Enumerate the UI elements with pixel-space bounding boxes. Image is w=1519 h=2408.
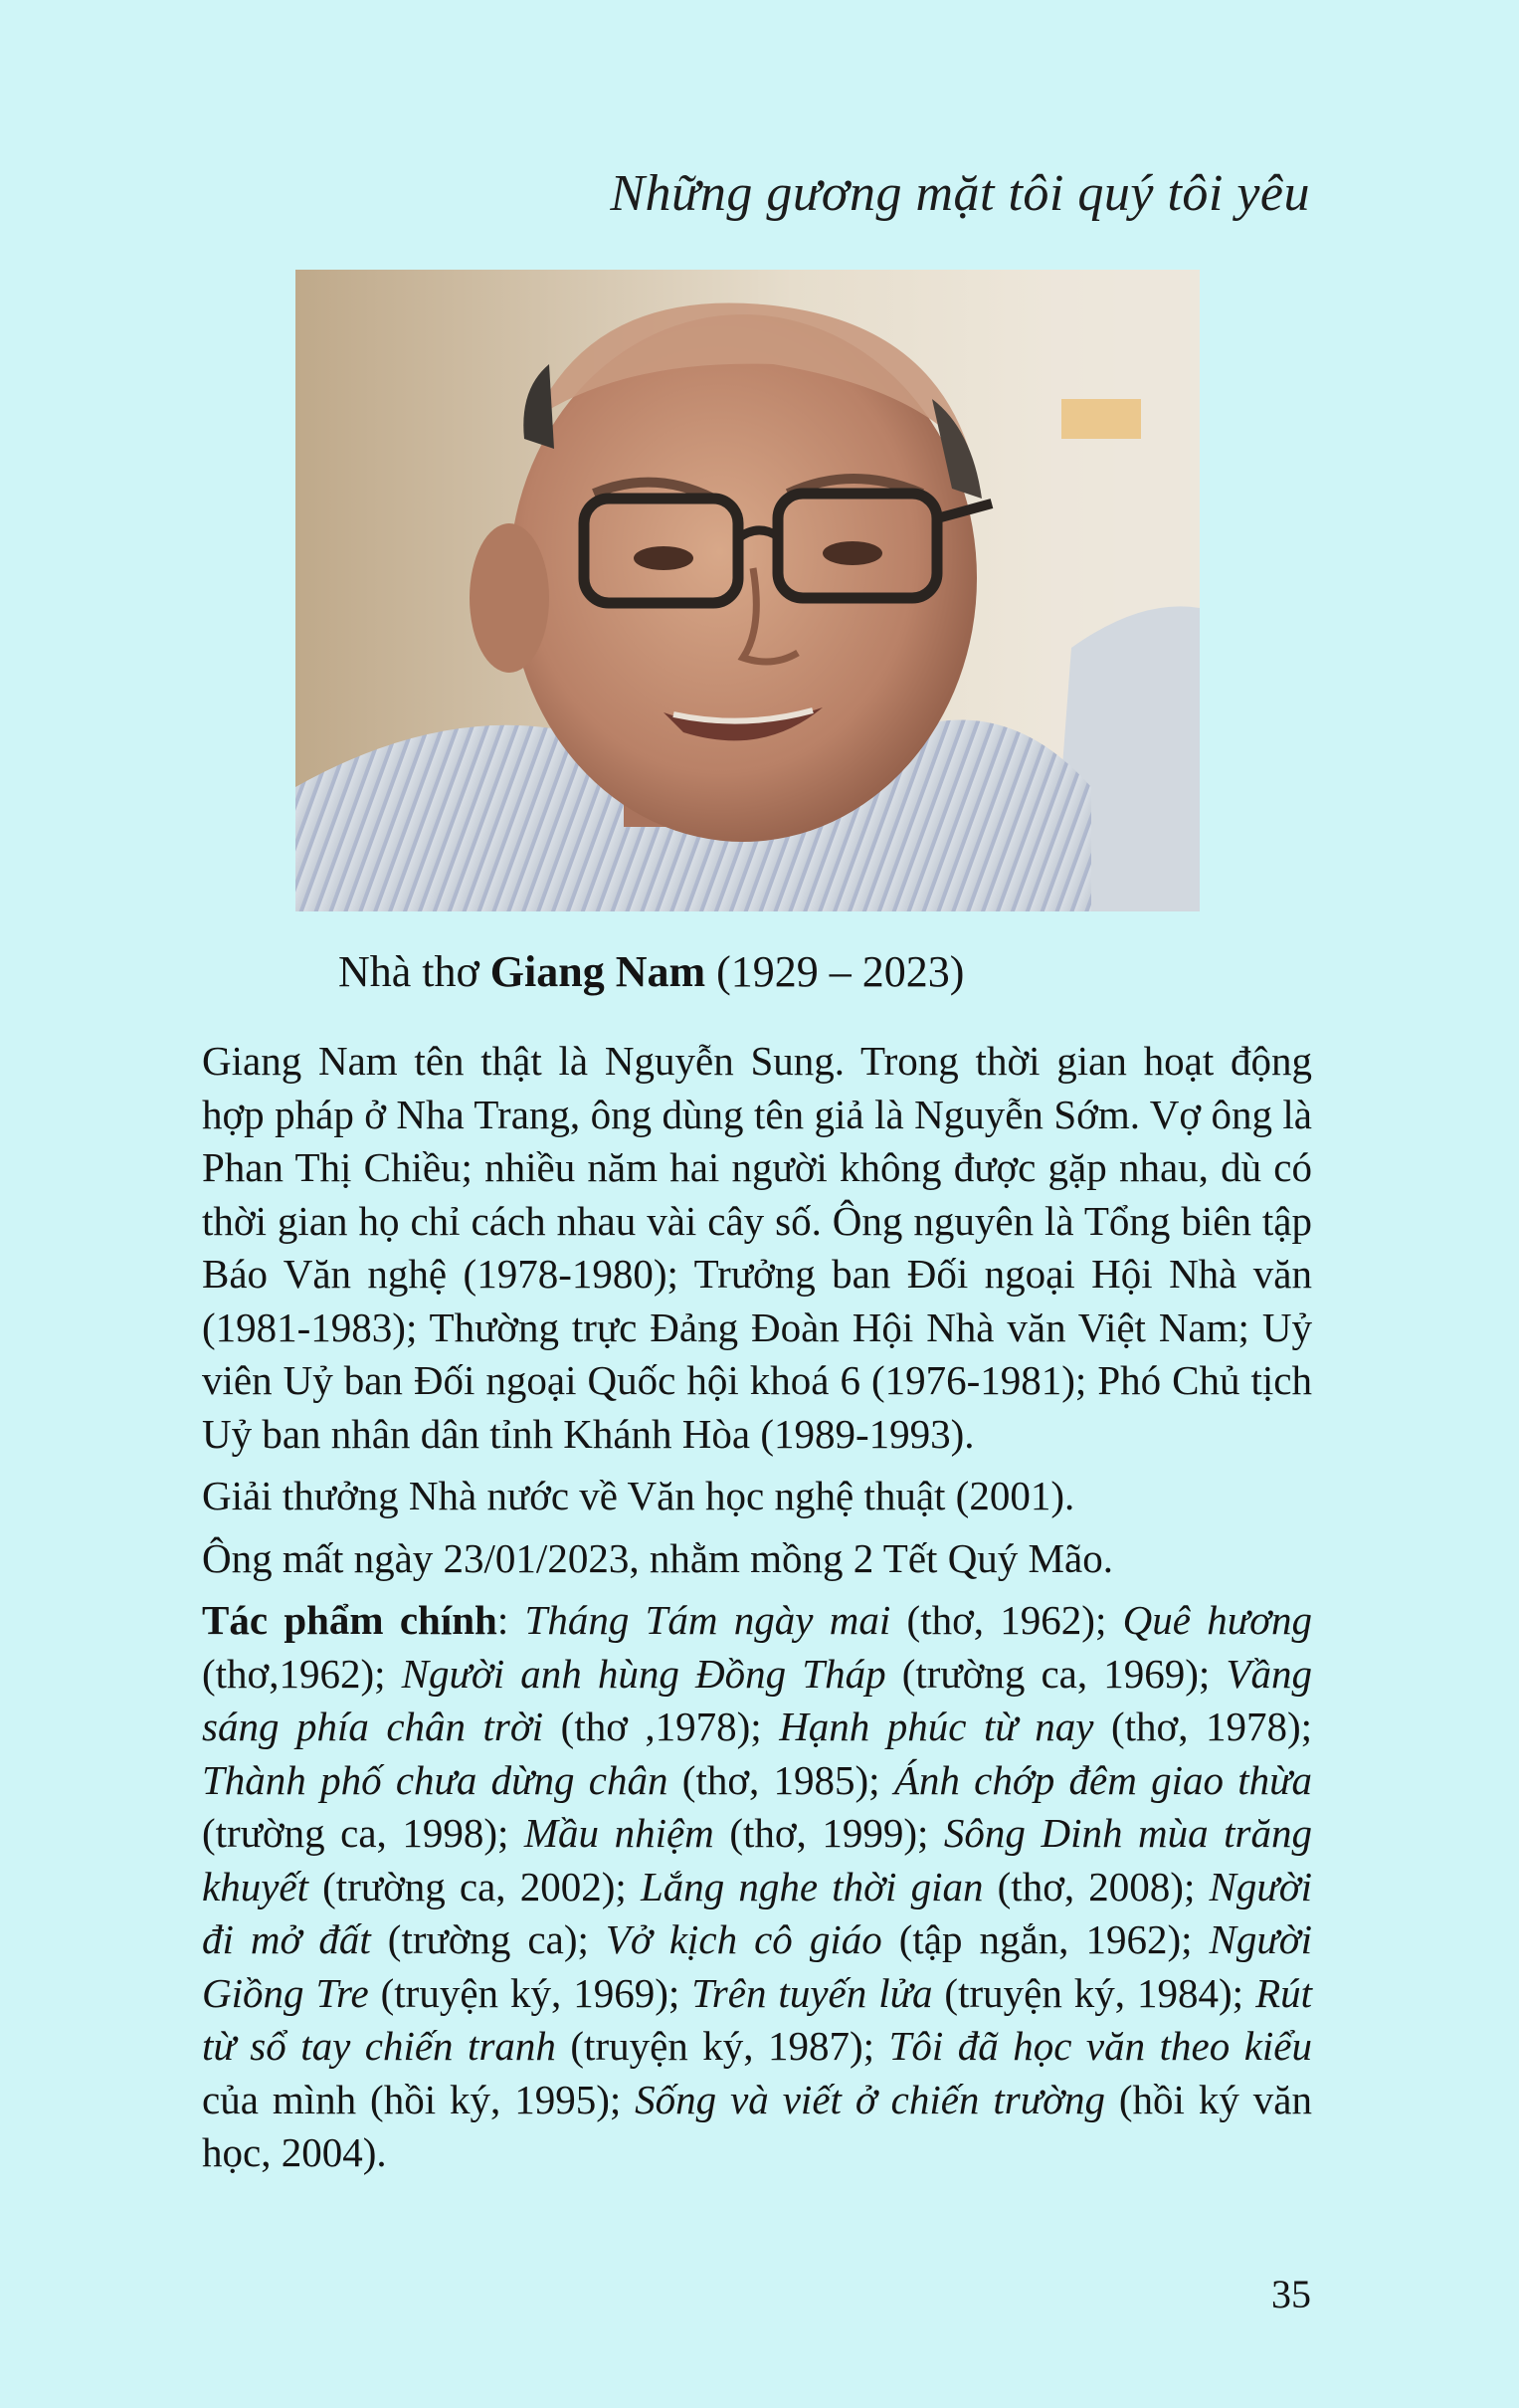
- work-note: (thơ,1962);: [202, 1650, 402, 1697]
- caption-prefix: Nhà thơ: [338, 947, 490, 996]
- works-list: [202, 1597, 1312, 2175]
- work-title: Ánh chớp đêm giao thừa: [893, 1756, 1313, 1803]
- work-note: (trường ca);: [370, 1916, 606, 1962]
- bio-paragraph: Giang Nam tên thật là Nguyễn Sung. Trong thời gian hoạt động hợp pháp ở Nha Trang, ông dùng tên giả là Nguyễn Sớm. Vợ ông là Phan Thị Chiều; nhiều năm hai người không được gặp nhau, dù có thời gian họ chỉ cách nhau vài cây số. Ông nguyên là Tổng biên tập Báo Văn nghệ (1978-1980); Trưởng ban Đối ngoại Hội Nhà văn (1981-1983); Thường trực Đảng Đoàn Hội Nhà văn Việt Nam; Uỷ viên Uỷ ban Đối ngoại Quốc hội khoá 6 (1976-1981); Phó Chủ tịch Uỷ ban nhân dân tỉnh Khánh Hòa (1989-1993).: [202, 1038, 1312, 1457]
- work-note: (thơ, 1978);: [1093, 1704, 1312, 1749]
- work-title: Người Giồng Tre: [202, 1916, 1312, 2016]
- biography-body: [202, 1035, 1312, 2189]
- page-number: 35: [1271, 2272, 1311, 2316]
- work-title: Rút từ sổ tay chiến tranh: [202, 1969, 1312, 2069]
- work-note: (tập ngắn, 1962);: [881, 1916, 1210, 1962]
- work-note: (thơ, 1999);: [713, 1810, 944, 1856]
- work-title: Người đi mở đất: [202, 1863, 1312, 1962]
- work-title: Trên tuyến lửa: [691, 1969, 933, 2016]
- works-label: Tác phẩm chính: [202, 1597, 497, 1643]
- caption-name: Giang Nam: [489, 947, 706, 996]
- caption-years: (1929 – 2023): [705, 947, 965, 996]
- work-note: của mình (hồi ký, 1995);: [202, 2076, 636, 2122]
- running-header-title: Những gương mặt tôi quý tôi yêu: [610, 165, 1310, 222]
- photo-caption: [338, 946, 964, 997]
- work-title: Hạnh phúc từ nay: [779, 1704, 1094, 1749]
- work-note: (trường ca, 1969);: [885, 1650, 1227, 1697]
- work-title: Sống và viết ở chiến trường: [635, 2076, 1105, 2122]
- work-title: Vầng sáng phía chân trời: [202, 1650, 1312, 1749]
- work-note: (trường ca, 2002);: [307, 1863, 641, 1909]
- work-title: Quê hương: [1122, 1597, 1312, 1643]
- portrait-photo: [295, 270, 1200, 911]
- work-note: (hồi ký văn học, 2004).: [202, 2076, 1312, 2175]
- work-title: Thành phố chưa dừng chân: [202, 1756, 668, 1803]
- work-title: Người anh hùng Đồng Tháp: [401, 1650, 886, 1697]
- works-paragraph: Tác phẩm chính: Tháng Tám ngày mai (thơ, 1962); Quê hương (thơ,1962); Người anh hùng Đồng Tháp (trường ca, 1969); Vầng sáng phía chân trời (thơ ,1978); Hạnh phúc từ nay (thơ, 1978); Thành phố chưa dừng chân (thơ, 1985); Ánh chớp đêm giao thừa (trường ca, 1998); Mầu nhiệm (thơ, 1999); Sông Dinh mùa trăng khuyết (trường ca, 2002); Lắng nghe thời gian (thơ, 2008); Người đi mở đất (trường ca); Vở kịch cô giáo (tập ngắn, 1962); Người Giồng Tre (truyện ký, 1969); Trên tuyến lửa (truyện ký, 1984); Rút từ sổ tay chiến tranh (truyện ký, 1987); Tôi đã học văn theo kiểu của mình (hồi ký, 1995); Sống và viết ở chiến trường (hồi ký văn học, 2004).: [202, 1597, 1313, 2175]
- work-note: (thơ ,1978);: [543, 1704, 780, 1749]
- work-note: (truyện ký, 1984);: [932, 1969, 1256, 2016]
- work-note: (thơ, 1962);: [890, 1597, 1123, 1643]
- work-note: (truyện ký, 1969);: [368, 1969, 692, 2016]
- work-title: Mầu nhiệm: [523, 1810, 714, 1856]
- work-note: (truyện ký, 1987);: [555, 2023, 889, 2069]
- work-title: Sông Dinh mùa trăng khuyết: [202, 1810, 1312, 1909]
- work-note: (thơ, 2008);: [983, 1863, 1210, 1909]
- work-title: Vở kịch cô giáo: [605, 1916, 882, 1962]
- work-title: Tôi đã học văn theo kiểu: [888, 2023, 1312, 2069]
- work-title: Tháng Tám ngày mai: [524, 1597, 891, 1643]
- work-title: Lắng nghe thời gian: [640, 1863, 984, 1909]
- work-note: (thơ, 1985);: [667, 1756, 894, 1803]
- death-paragraph: Ông mất ngày 23/01/2023, nhằm mồng 2 Tết Quý Mão.: [202, 1534, 1113, 1581]
- award-paragraph: Giải thưởng Nhà nước về Văn học nghệ thuật (2001).: [202, 1473, 1075, 1518]
- work-note: (trường ca, 1998);: [202, 1810, 524, 1856]
